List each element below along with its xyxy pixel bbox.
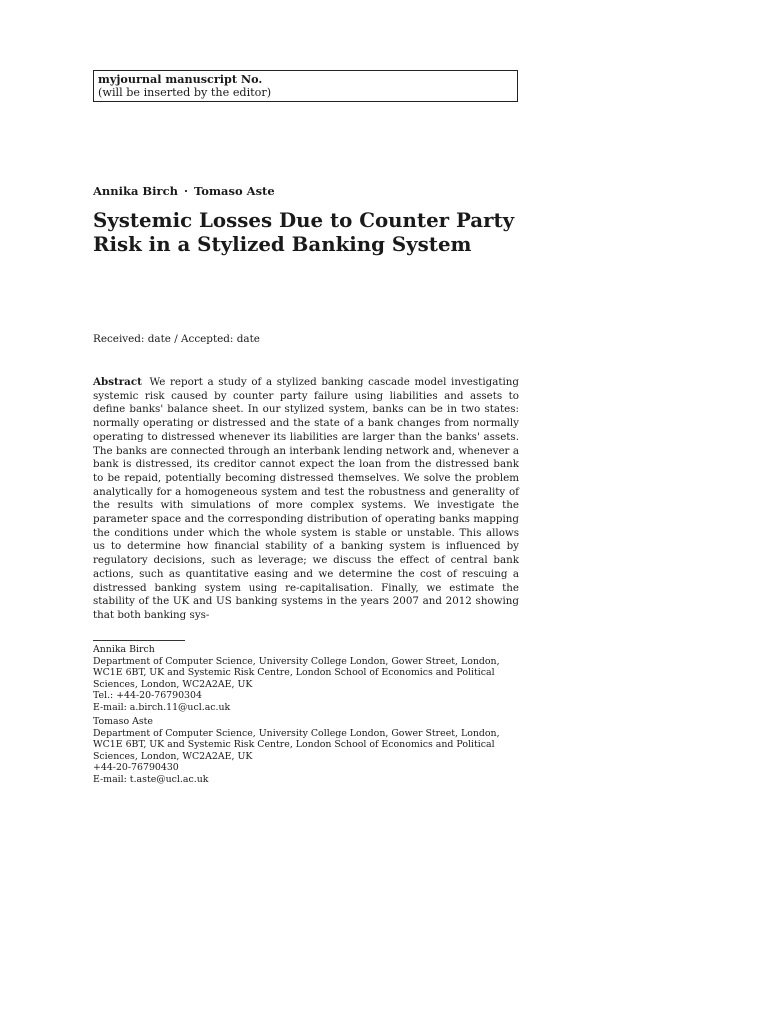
author-name: Tomaso Aste	[193, 184, 275, 198]
author-name: Annika Birch	[93, 184, 178, 198]
paper-title: Systemic Losses Due to Counter Party Risk in a Stylized Banking System	[93, 208, 515, 256]
author-list	[93, 184, 275, 198]
affiliation-department: Department of Computer Science, University College London, Gower Street, London, WC1E 6BT, UK and Systemic Risk Centre, London School of Economics and Political Sciences, London, WC2A2AE, UK	[93, 727, 500, 762]
footnote-divider	[93, 640, 185, 641]
affiliation-phone: Tel.: +44-20-76790304	[93, 690, 202, 702]
author-affiliation	[93, 716, 523, 786]
manuscript-info-box	[93, 70, 518, 102]
abstract-text: We report a study of a stylized banking cascade model investigating systemic risk caused by counter party failure using liabilities and assets to define banks' balance sheet. In our stylized system, banks can be in two states: normally operating or distressed and the state of a bank changes from normally operating to distressed whenever its liabilities are larger than the banks' assets. The banks are connected through an interbank lending network and, whenever a bank is distressed, its creditor cannot expect the loan from the distressed bank to be repaid, potentially becoming distressed themselves. We solve the problem analytically for a homogeneous system and test the robustness and generality of the results with simulations of more complex systems. We investigate the parameter space and the corresponding distribution of operating banks mapping the conditions under which the whole system is stable or unstable. This allows us to determine how financial stability of a banking system is influenced by regulatory decisions, such as leverage; we discuss the effect of central bank actions, such as quantitative easing and we determine the cost of rescuing a distressed banking system using re-capitalisation. Finally, we estimate the stability of the UK and US banking systems in the years 2007 and 2012 showing that both banking sys-	[93, 376, 519, 621]
affiliation-email[interactable]: E-mail: t.aste@ucl.ac.uk	[93, 773, 209, 785]
manuscript-editor-note: (will be inserted by the editor)	[98, 86, 272, 99]
affiliation-author-name: Annika Birch	[93, 644, 155, 655]
affiliation-email[interactable]: E-mail: a.birch.11@ucl.ac.uk	[93, 701, 231, 713]
abstract	[93, 376, 519, 623]
abstract-label: Abstract	[93, 376, 142, 388]
manuscript-number-label: myjournal manuscript No.	[98, 72, 263, 86]
received-accepted-dates: Received: date / Accepted: date	[93, 333, 260, 345]
affiliation-author-name: Tomaso Aste	[93, 716, 153, 727]
affiliation-department: Department of Computer Science, University College London, Gower Street, London, WC1E 6BT, UK and Systemic Risk Centre, London School of Economics and Political Sciences, London, WC2A2AE, UK	[93, 655, 500, 690]
affiliation-phone: +44-20-76790430	[93, 762, 179, 774]
author-affiliation	[93, 644, 523, 714]
author-separator: ·	[183, 184, 188, 198]
